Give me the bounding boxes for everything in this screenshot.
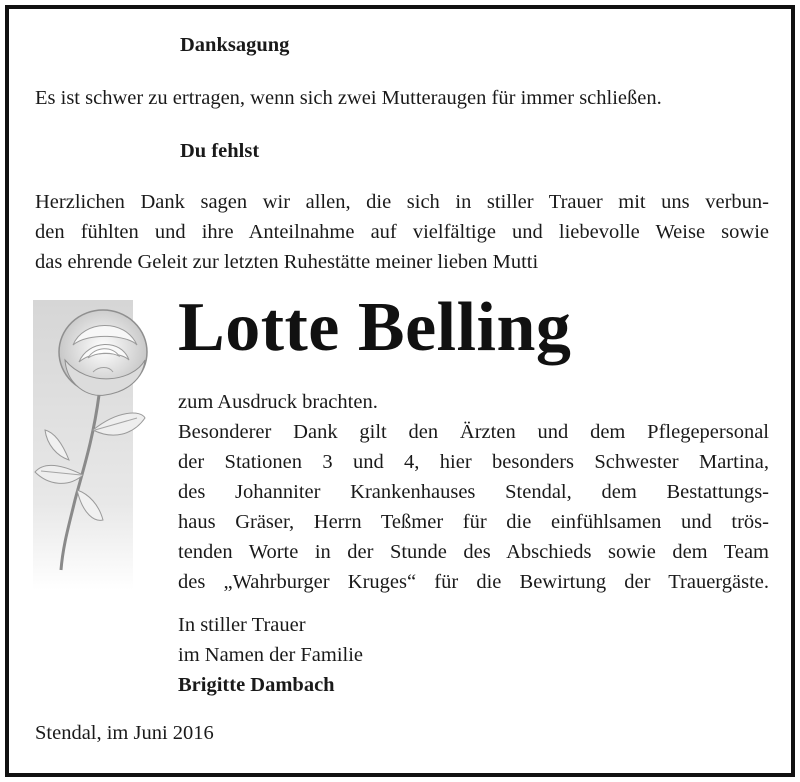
subheading: Du fehlst <box>180 140 260 162</box>
body-line-5: haus Gräser, Herrn Teßmer für die einfühlsamen und trös- <box>178 511 769 533</box>
closing-line-2: im Namen der Familie <box>178 644 364 666</box>
body-line-1: zum Ausdruck brachten. <box>178 391 378 413</box>
signatory: Brigitte Dambach <box>178 674 335 696</box>
thanks-line-2: den fühlten und ihre Anteilnahme auf vielfältige und liebevolle Weise sowie <box>35 221 769 243</box>
rose-icon <box>33 300 151 590</box>
body-line-6: tenden Worte in der Stunde des Abschieds sowie dem Team <box>178 541 769 563</box>
body-line-7: des „Wahrburger Kruges“ für die Bewirtung der Trauergäste. <box>178 571 769 593</box>
intro-line: Es ist schwer zu ertragen, wenn sich zwei Mutteraugen für immer schließen. <box>35 87 662 109</box>
closing-line-1: In stiller Trauer <box>178 614 306 636</box>
body-line-4: des Johanniter Krankenhauses Stendal, dem Bestattungs- <box>178 481 769 503</box>
body-line-3: der Stationen 3 und 4, hier besonders Schwester Martina, <box>178 451 769 473</box>
deceased-name: Lotte Belling <box>178 289 572 366</box>
thanks-line-3: das ehrende Geleit zur letzten Ruhestätte meiner lieben Mutti <box>35 251 539 273</box>
thanks-line-1: Herzlichen Dank sagen wir allen, die sich in stiller Trauer mit uns verbun- <box>35 191 769 213</box>
heading: Danksagung <box>180 34 290 56</box>
place-date: Stendal, im Juni 2016 <box>35 722 214 744</box>
body-line-2: Besonderer Dank gilt den Ärzten und dem Pflegepersonal <box>178 421 769 443</box>
